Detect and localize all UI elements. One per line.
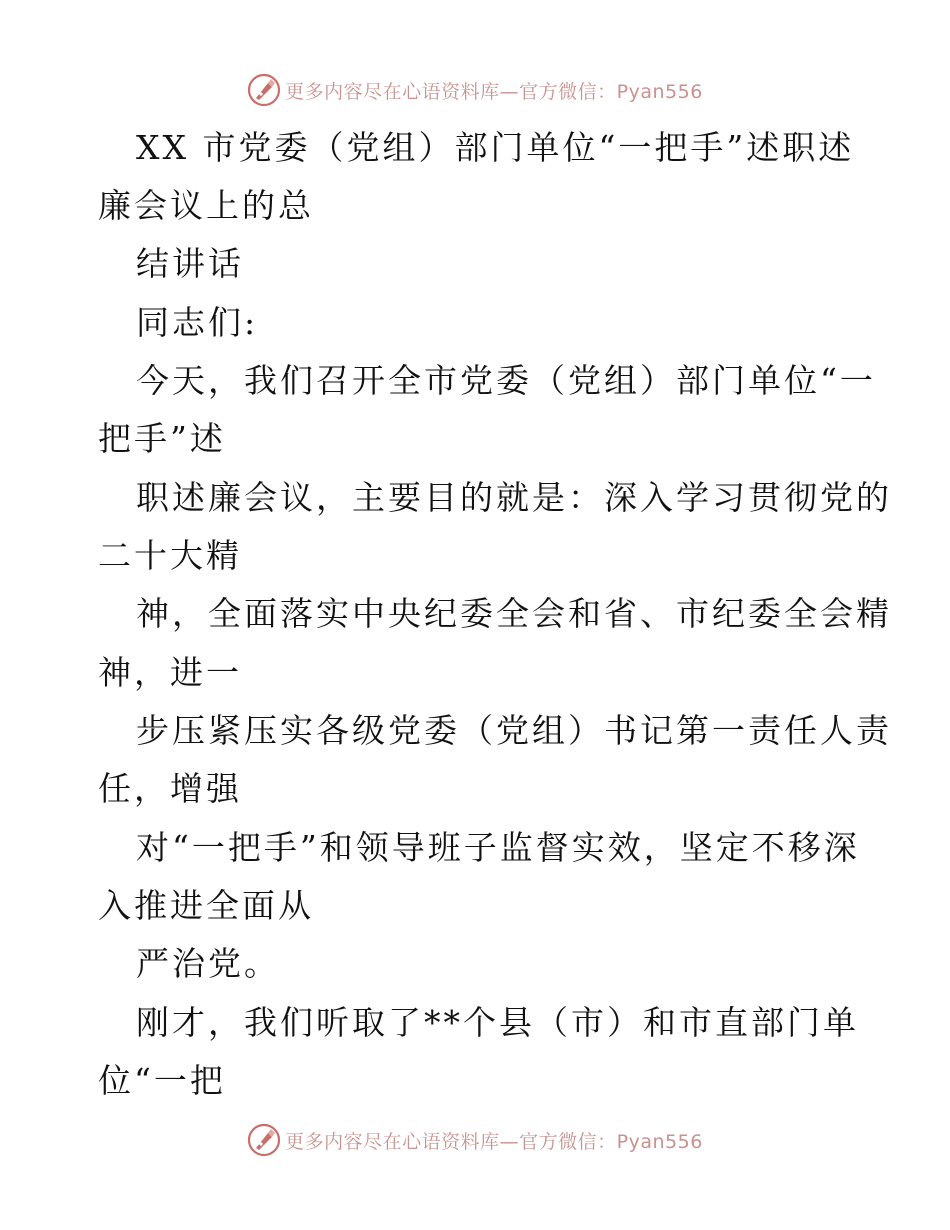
watermark-text: 更多内容尽在心语资料库—官方微信：Pyan556 [285,1130,703,1153]
text-line: 对“一把手”和领导班子监督实效，坚定不移深 [136,828,860,867]
text-line: XX 市党委（党组）部门单位“一把手”述职述 [136,128,855,167]
text-line: 神，进一 [98,653,242,692]
text-line: 步压紧压实各级党委（党组）书记第一责任人责 [136,711,892,750]
text-line: 廉会议上的总 [98,186,314,225]
text-line: 同志们: [136,303,259,342]
watermark-text: 更多内容尽在心语资料库—官方微信：Pyan556 [285,80,703,103]
text-line: 刚才，我们听取了**个县（市）和市直部门单 [136,1003,859,1042]
text-line: 位“一把 [98,1061,226,1100]
watermark-banner-bottom [0,1120,950,1160]
text-line: 职述廉会议，主要目的就是：深入学习贯彻党的 [136,478,892,517]
text-line: 神，全面落实中央纪委全会和省、市纪委全会精 [136,594,892,633]
text-line: 今天，我们召开全市党委（党组）部门单位“一 [136,361,876,400]
text-line: 把手”述 [98,419,226,458]
text-line: 严治党。 [136,944,280,983]
pen-nib-logo-icon [247,1123,281,1157]
text-line: 入推进全面从 [98,886,314,925]
text-line: 二十大精 [98,536,242,575]
text-line: 任，增强 [98,769,242,808]
text-line: 结讲话 [136,244,244,283]
